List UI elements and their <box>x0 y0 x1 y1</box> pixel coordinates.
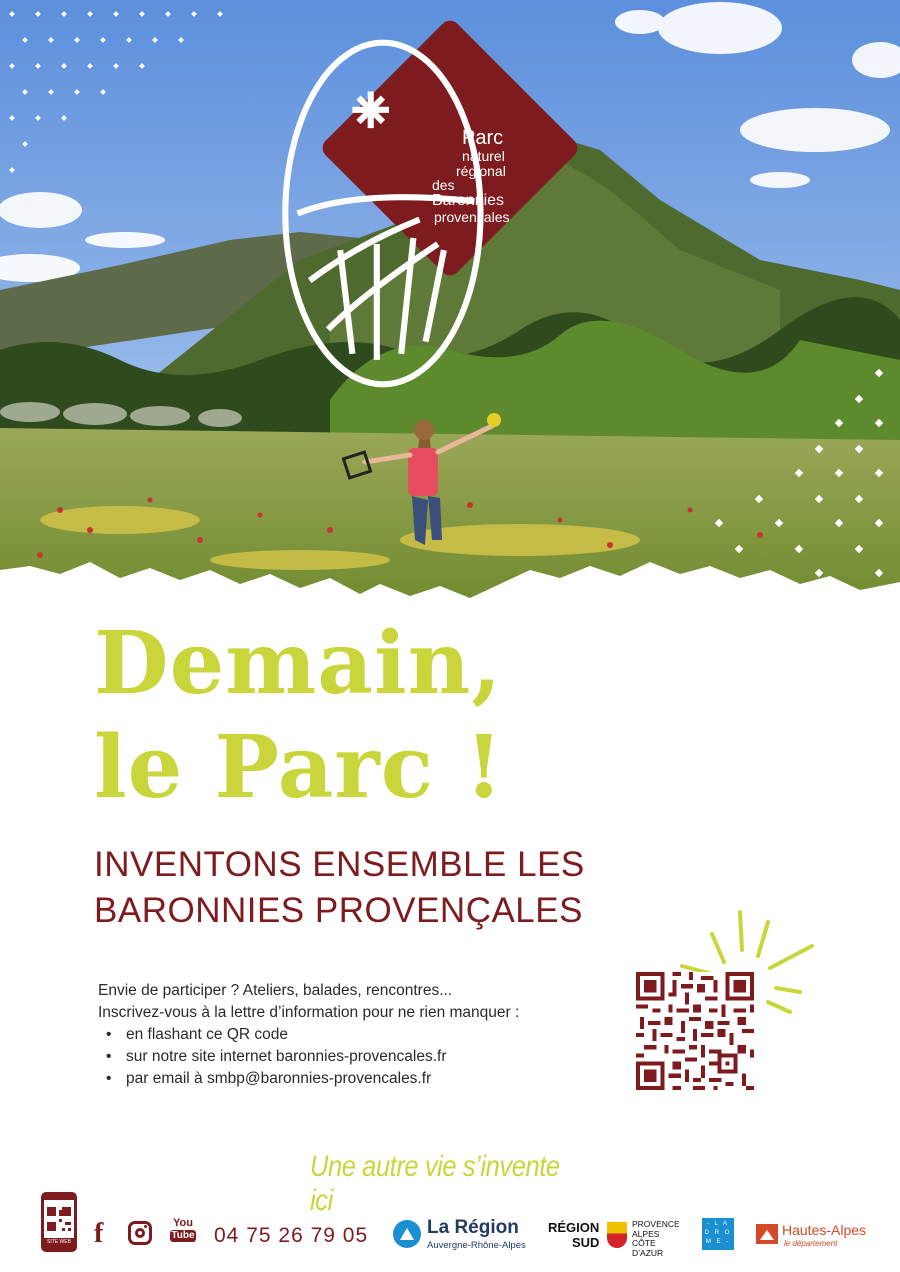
lavender-icon <box>0 0 900 610</box>
body-text <box>98 980 618 1090</box>
hautes-alpes-logo <box>756 1222 886 1252</box>
logo-line-regional: régional <box>456 162 506 179</box>
region-sud-shield-icon <box>607 1222 627 1248</box>
instagram-icon[interactable] <box>128 1221 152 1245</box>
site-web-qr-phone-icon[interactable] <box>41 1192 77 1252</box>
region-aura-mountain-icon <box>393 1220 421 1248</box>
subtitle <box>94 842 654 934</box>
region-sud-word-2: SUD <box>572 1235 600 1250</box>
hautes-alpes-name: Hautes-Alpes <box>782 1222 867 1238</box>
phone-screen-qr <box>44 1200 74 1238</box>
logo-line-parc: Parc <box>462 127 504 149</box>
youtube-label-bottom: Tube <box>171 1230 195 1241</box>
headline-line-1: Demain, <box>94 613 503 714</box>
region-sud-line-a: PROVENCE <box>632 1219 680 1229</box>
region-aura-sub: Auvergne-Rhône-Alpes <box>427 1240 526 1251</box>
region-sud-line-b: ALPES <box>632 1228 660 1239</box>
mini-qr-icon <box>44 1200 74 1238</box>
youtube-label-top: You <box>173 1217 193 1229</box>
region-sud-word-1: RÉGION <box>548 1220 600 1235</box>
region-aura-logo <box>393 1218 543 1258</box>
drome-line-2: D R O <box>704 1230 732 1236</box>
logo-line-des: des <box>432 177 455 194</box>
subtitle-line-1: INVENTONS ENSEMBLE LES <box>94 845 585 884</box>
logo-line-baronnies: Baronnies <box>432 192 505 210</box>
qr-code-icon[interactable] <box>636 972 754 1090</box>
logo-line-provencales: provençales <box>434 208 510 225</box>
drome-line-3: M E - <box>705 1239 731 1245</box>
facebook-icon[interactable]: f <box>94 1218 104 1249</box>
region-aura-name: La Région <box>427 1217 519 1238</box>
bullet-website[interactable]: • sur notre site internet baronnies-provencales.fr <box>98 1046 618 1068</box>
region-sud-logo <box>548 1218 688 1258</box>
headline-line-2: le Parc ! <box>94 717 504 818</box>
hautes-alpes-sub: le département <box>784 1239 838 1248</box>
phone-number[interactable]: 04 75 26 79 05 <box>214 1224 369 1247</box>
site-web-label: SITE WEB <box>47 1239 71 1245</box>
hautes-alpes-mountain-icon <box>756 1224 778 1244</box>
drome-line-1: - L A <box>706 1221 730 1227</box>
bullet-qr: • en flashant ce QR code <box>98 1024 618 1046</box>
headline <box>94 612 654 820</box>
tagline: Une autre vie s’invente ici <box>310 1150 560 1217</box>
bullet-list <box>98 1024 618 1090</box>
body-line-2: Inscrivez-vous à la lettre d’information pour ne rien manquer : <box>98 1004 520 1021</box>
region-sud-line-c: CÔTE D’AZUR <box>632 1238 664 1258</box>
body-line-1: Envie de participer ? Ateliers, balades, rencontres... <box>98 982 453 999</box>
park-logo-text <box>420 128 520 225</box>
youtube-icon[interactable] <box>170 1218 196 1242</box>
logo-line-naturel: naturel <box>462 148 505 164</box>
la-drome-logo <box>702 1218 734 1250</box>
bullet-email[interactable]: • par email à smbp@baronnies-provencales.fr <box>98 1068 618 1090</box>
region-sud-subtitle <box>632 1220 688 1258</box>
hero-photo <box>0 0 900 610</box>
footer <box>0 1188 900 1272</box>
subtitle-line-2: BARONNIES PROVENÇALES <box>94 891 583 930</box>
